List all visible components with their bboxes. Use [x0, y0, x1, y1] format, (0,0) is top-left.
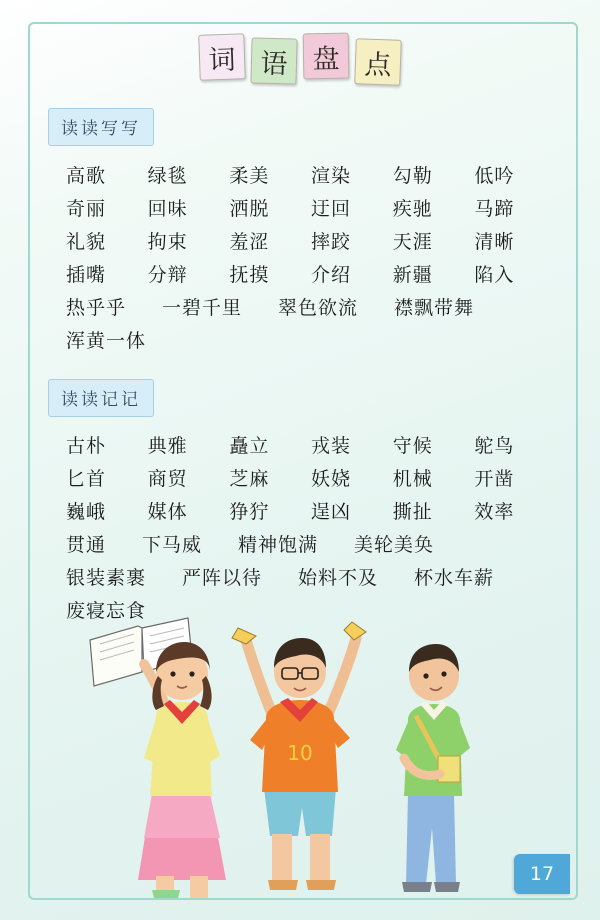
word: 勾勒: [392, 165, 433, 187]
child-boy-right: [396, 644, 470, 892]
phrase: 下马威: [142, 534, 203, 556]
word: 摔跤: [311, 231, 352, 253]
word: 矗立: [229, 435, 270, 457]
word: 媒体: [147, 501, 188, 523]
child-boy-center: [232, 622, 366, 890]
word: 狰狞: [229, 501, 270, 523]
word: 鸵鸟: [474, 435, 515, 457]
word-row: [66, 257, 556, 290]
phrase: 美轮美奂: [354, 534, 435, 556]
word: 回味: [147, 198, 188, 220]
word: 新疆: [392, 264, 433, 286]
word: 天涯: [392, 231, 433, 253]
word: 礼貌: [66, 231, 107, 253]
section-heading-read-and-remember: 读读记记: [48, 379, 154, 417]
phrase: 浑黄一体: [66, 330, 147, 352]
word: 匕首: [66, 468, 107, 490]
word: 撕扯: [392, 501, 433, 523]
phrase: 襟飘带舞: [394, 297, 475, 319]
title-char-1: 词: [198, 33, 246, 81]
word-row: [66, 494, 556, 527]
word: 芝麻: [229, 468, 270, 490]
word: 典雅: [147, 435, 188, 457]
phrase: 翠色欲流: [278, 297, 359, 319]
svg-text:10: 10: [287, 741, 313, 765]
word: 古朴: [66, 435, 107, 457]
word: 清晰: [474, 231, 515, 253]
word: 机械: [392, 468, 433, 490]
phrase: 一碧千里: [162, 297, 243, 319]
word-row: [66, 158, 556, 191]
word: 柔美: [229, 165, 270, 187]
word: 奇丽: [66, 198, 107, 220]
word: 渲染: [311, 165, 352, 187]
word: 商贸: [147, 468, 188, 490]
word: 介绍: [311, 264, 352, 286]
phrase: 始料不及: [298, 567, 379, 589]
word: 马蹄: [474, 198, 515, 220]
phrase: 贯通: [66, 534, 107, 556]
word: 守候: [392, 435, 433, 457]
word: 绿毯: [147, 165, 188, 187]
title-char-4: 点: [354, 38, 402, 86]
word: 迂回: [311, 198, 352, 220]
phrase: 热乎乎: [66, 297, 127, 319]
phrase-row: [66, 323, 556, 356]
word-row: [66, 428, 556, 461]
word: 巍峨: [66, 501, 107, 523]
word: 高歌: [66, 165, 107, 187]
phrase: 银装素裹: [66, 567, 147, 589]
word: 效率: [474, 501, 515, 523]
word-list-read-and-remember: [66, 428, 556, 626]
phrase: 杯水车薪: [414, 567, 495, 589]
phrase-row: [66, 560, 556, 593]
illustration-children: [60, 598, 540, 898]
phrase-row: [66, 527, 556, 560]
word: 开凿: [474, 468, 515, 490]
phrase: 精神饱满: [238, 534, 319, 556]
word: 洒脱: [229, 198, 270, 220]
title-char-2: 语: [250, 37, 297, 84]
word: 拘束: [147, 231, 188, 253]
title-char-3: 盘: [303, 33, 350, 80]
word: 抚摸: [229, 264, 270, 286]
page-title: [0, 36, 600, 82]
word: 插嘴: [66, 264, 107, 286]
word: 疾驰: [392, 198, 433, 220]
word-row: [66, 191, 556, 224]
word-row: [66, 224, 556, 257]
word-list-read-and-write: [66, 158, 556, 356]
word: 低吟: [474, 165, 515, 187]
child-girl-left: [138, 642, 226, 898]
word: 妖娆: [311, 468, 352, 490]
word: 陷入: [474, 264, 515, 286]
word: 逞凶: [311, 501, 352, 523]
word: 戎装: [311, 435, 352, 457]
phrase-row: [66, 290, 556, 323]
section-heading-read-and-write: 读读写写: [48, 108, 154, 146]
page-number: 17: [514, 854, 570, 894]
word: 羞涩: [229, 231, 270, 253]
phrase: 废寝忘食: [66, 600, 147, 622]
illustration-svg: [60, 598, 540, 898]
word: 分辩: [147, 264, 188, 286]
word-row: [66, 461, 556, 494]
phrase: 严阵以待: [182, 567, 263, 589]
